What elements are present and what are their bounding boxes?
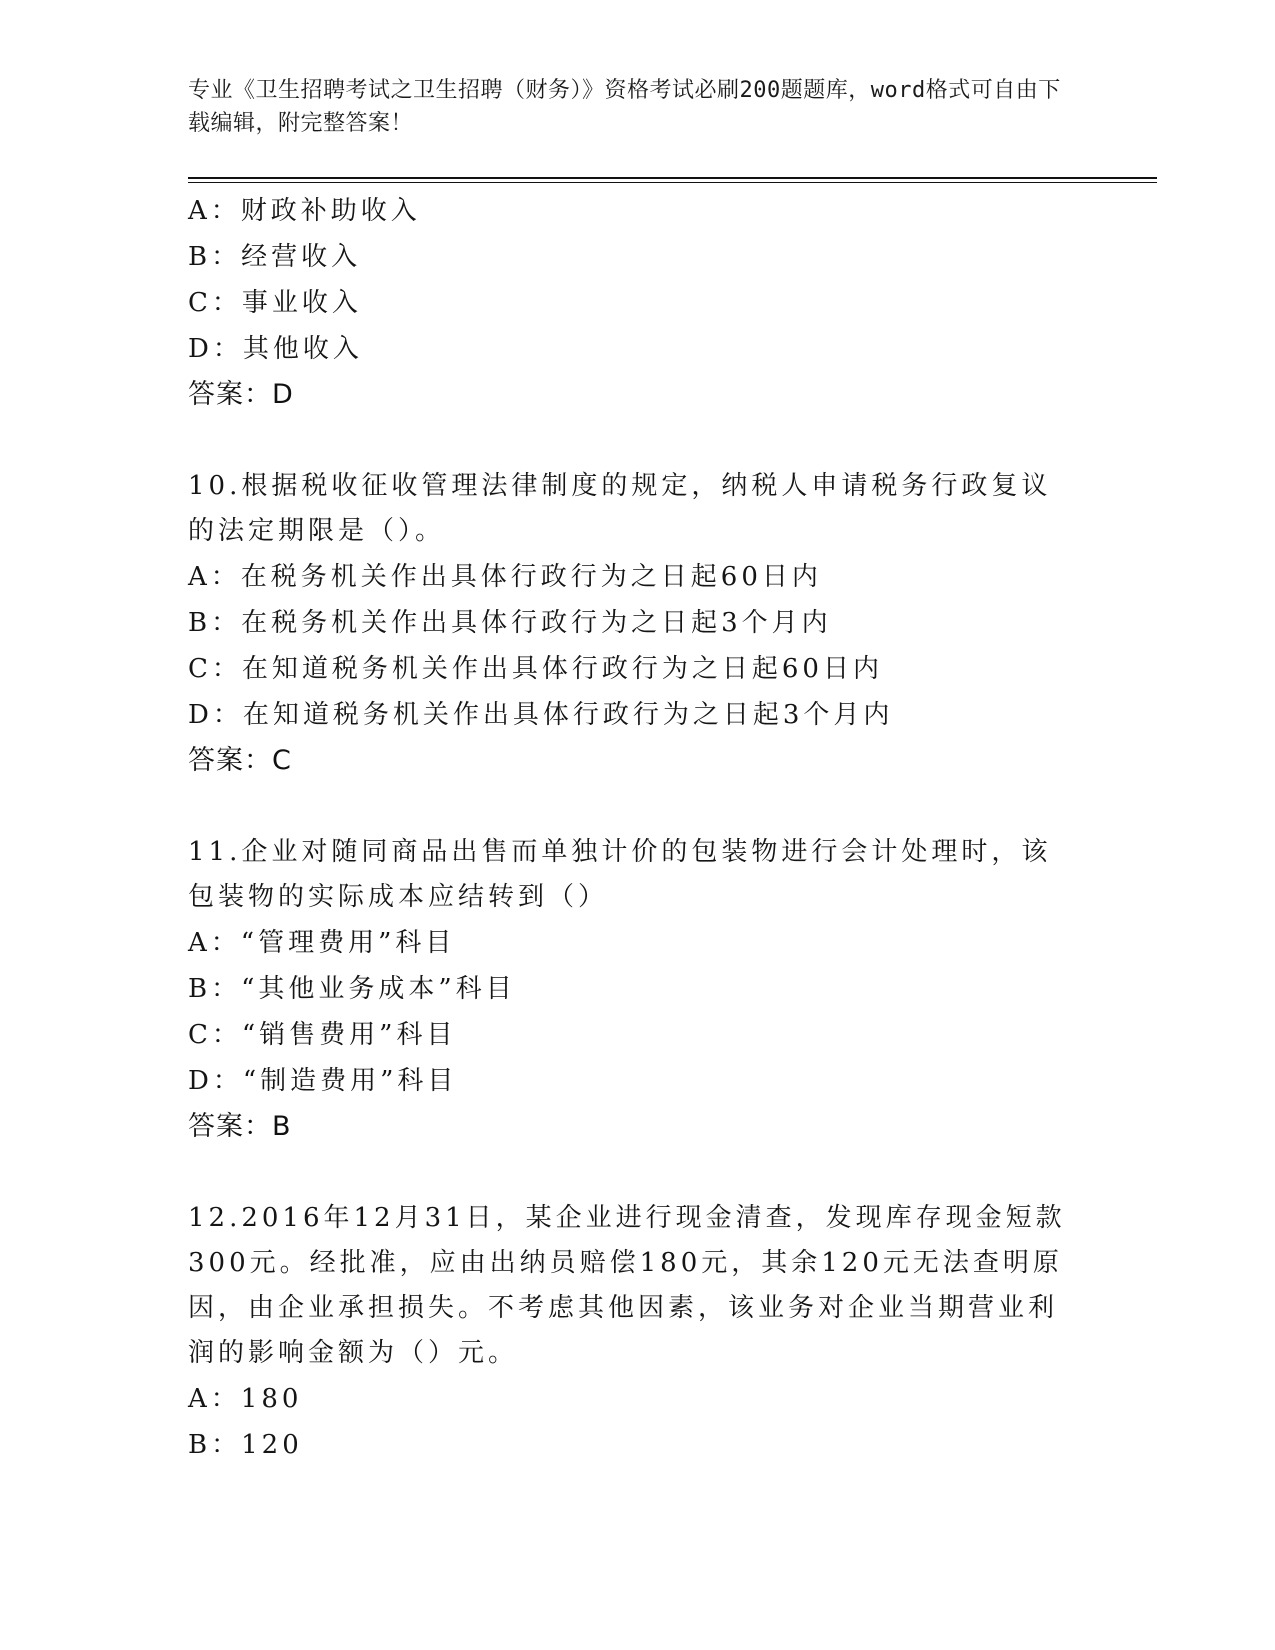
question-10-block [188,464,1088,784]
q10-option-c: C：在知道税务机关作出具体行政行为之日起60日内 [188,654,883,684]
q10-option-b: B：在税务机关作出具体行政行为之日起3个月内 [188,608,832,638]
spacer [188,1150,1088,1196]
q10-option-d: D：在知道税务机关作出具体行政行为之日起3个月内 [188,700,894,730]
question-12-block [188,1196,1088,1468]
header-divider-thick [188,177,1157,179]
q11-option-c: C：“销售费用”科目 [188,1020,457,1050]
q11-option-b: B：“其他业务成本”科目 [188,974,516,1004]
question-11-block [188,830,1088,1150]
q9-answer: 答案：D [188,379,294,410]
q10-option-a: A：在税务机关作出具体行政行为之日起60日内 [188,562,822,592]
spacer [188,784,1088,830]
header-divider-thin [188,182,1157,183]
question-9-block [188,188,1088,418]
q9-option-a: A：财政补助收入 [188,196,421,226]
document-header-title: 专业《卫生招聘考试之卫生招聘（财务）》资格考试必刷200题题库，word格式可自由下载编辑，附完整答案！ [188,78,1061,136]
q12-option-a: A：180 [188,1384,303,1414]
q9-option-d: D：其他收入 [188,334,363,364]
q12-stem: 12.2016年12月31日，某企业进行现金清查，发现库存现金短款300元。经批准，应由出纳员赔偿180元，其余120元无法查明原因，由企业承担损失。不考虑其他因素，该业务对企业当期营业利润的影响金额为（）元。 [188,1203,1066,1368]
spacer [188,418,1088,464]
q10-answer: 答案：C [188,745,292,776]
q10-stem: 10.根据税收征收管理法律制度的规定，纳税人申请税务行政复议的法定期限是（）。 [188,471,1052,546]
question-list [188,188,1088,1468]
q12-option-b: B：120 [188,1430,303,1460]
q11-stem: 11.企业对随同商品出售而单独计价的包装物进行会计处理时，该包装物的实际成本应结转到（） [188,837,1052,912]
q11-answer: 答案：B [188,1111,292,1142]
q9-option-b: B：经营收入 [188,242,362,272]
q11-option-a: A：“管理费用”科目 [188,928,456,958]
q11-option-d: D：“制造费用”科目 [188,1066,458,1096]
q9-option-c: C：事业收入 [188,288,362,318]
